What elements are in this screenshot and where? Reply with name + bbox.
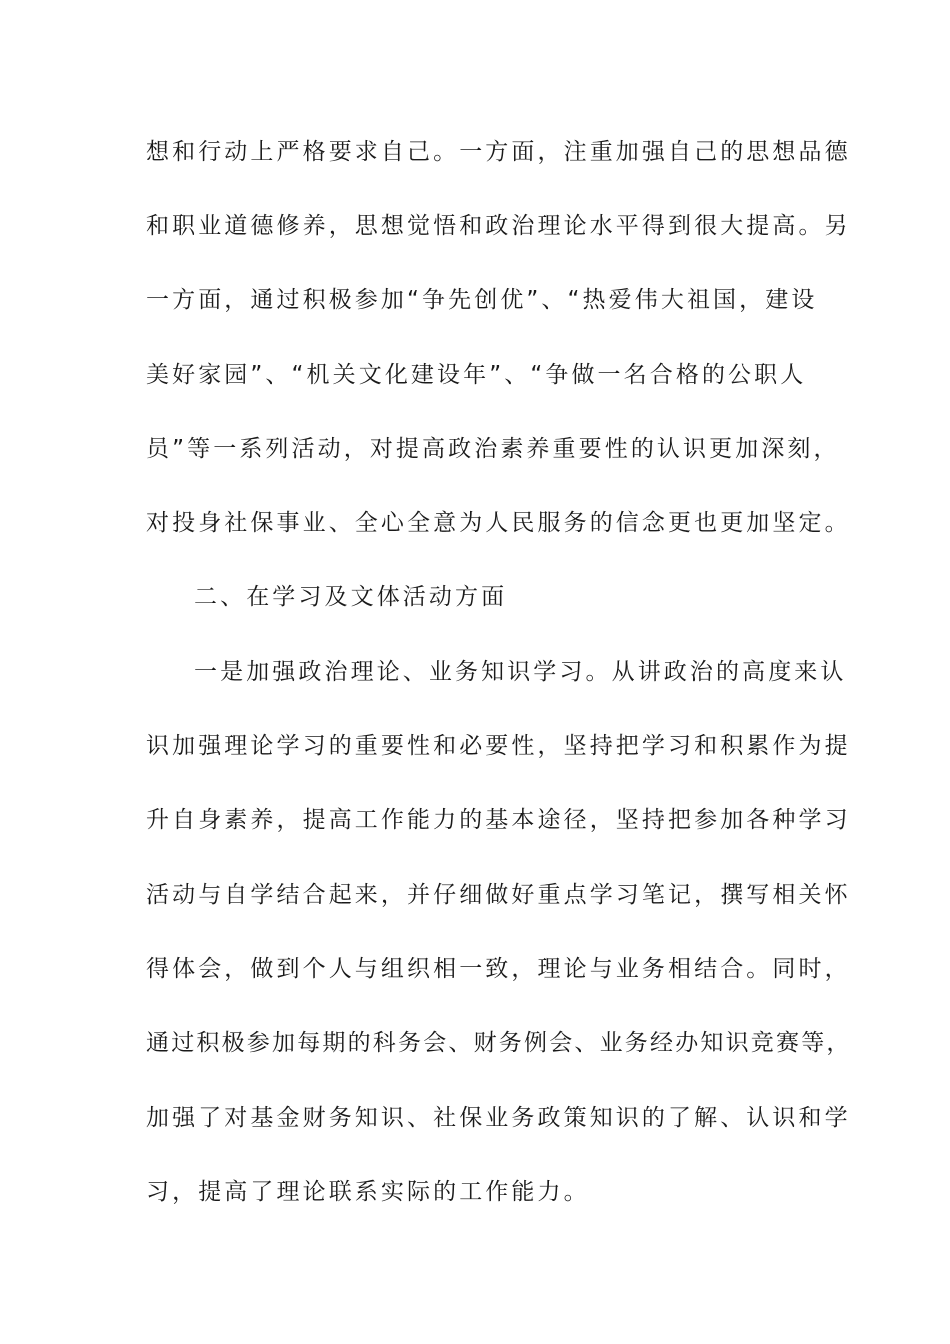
text-line: 习，提高了理论联系实际的工作能力。	[146, 1179, 590, 1205]
text-line: 加强了对基金财务知识、社保业务政策知识的了解、认识和学	[146, 1105, 851, 1131]
paragraph-first-line: 一是加强政治理论、业务知识学习。从讲政治的高度来认	[194, 659, 847, 685]
text-line: 得体会，做到个人与组织相一致，理论与业务相结合。同时，	[146, 956, 851, 982]
text-line: 对投身社保事业、全心全意为人民服务的信念更也更加坚定。	[146, 510, 851, 536]
text-line: 想和行动上严格要求自己。一方面，注重加强自己的思想品德	[146, 139, 851, 165]
text-line: 识加强理论学习的重要性和必要性，坚持把学习和积累作为提	[146, 733, 851, 759]
section-heading: 二、在学习及文体活动方面	[194, 584, 508, 610]
text-line: 美好家园”、“机关文化建设年”、“争做一名合格的公职人	[146, 362, 807, 388]
text-line: 一方面，通过积极参加“争先创优”、“热爱伟大祖国，建设	[146, 287, 818, 313]
text-line: 通过积极参加每期的科务会、财务例会、业务经办知识竞赛等，	[146, 1030, 852, 1056]
text-line: 活动与自学结合起来，并仔细做好重点学习笔记，撰写相关怀	[146, 882, 851, 908]
text-line: 升自身素养，提高工作能力的基本途径，坚持把参加各种学习	[146, 807, 851, 833]
text-line: 员”等一系列活动，对提高政治素养重要性的认识更加深刻，	[146, 436, 840, 462]
text-line: 和职业道德修养，思想觉悟和政治理论水平得到很大提高。另	[146, 213, 851, 239]
